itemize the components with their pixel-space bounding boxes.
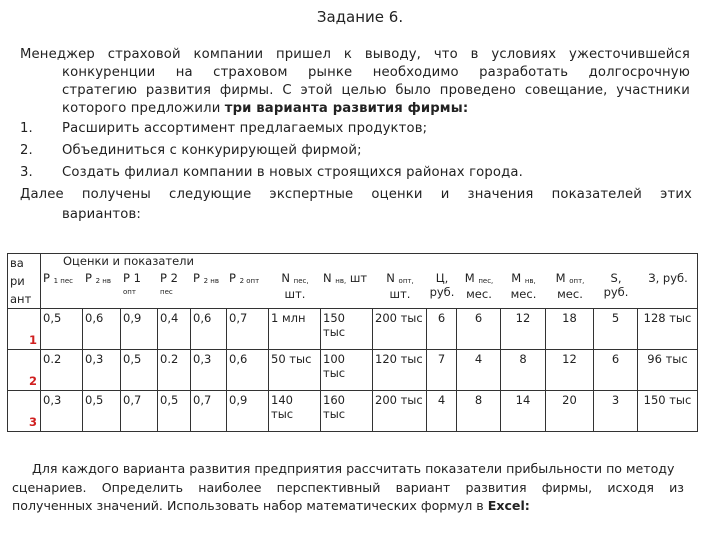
header-price: Ц, руб. [429,271,455,299]
indicators-header [41,254,698,309]
table-cell: 200 тыс [373,309,427,350]
excel-bold: Excel: [487,498,530,513]
header-n-pes: N $_{пес,}$ шт. [281,271,309,301]
intro-line-1: Менеджер страховой компании пришел к выводу, что в условиях ужесточившейся [20,47,690,62]
table-cell: 7 [427,350,457,391]
table-cell: 100 тыс [321,350,373,391]
header-p2-pes: P 2 пес [160,271,178,296]
group-header: Оценки и показатели [63,254,194,268]
variant-number: 1 [8,309,41,350]
table-cell: 0,5 [121,350,158,391]
table-cell: 200 тыс [373,391,427,432]
table-cell: 0,3 [41,391,83,432]
page-title: Задание 6. [316,8,404,26]
after-line-1: Далее получены следующие экспертные оценки и значения показателей этих [20,187,692,202]
intro-line-4: которого предложили три варианта развития фирмы: [62,101,469,116]
header-p2-nv: P $_{2 нв}$ [85,271,111,285]
header-p2-opt: P $_{2 опт}$ [229,271,260,285]
table-header-row [8,254,698,309]
table-cell: 0,9 [121,309,158,350]
table-cell: 0.2 [158,350,191,391]
table-cell: 4 [457,350,501,391]
intro-line-3: стратегию развития фирмы. С этой целью было проведено совещание, участники [62,83,690,98]
table-cell: 18 [546,309,594,350]
table-row [8,350,698,391]
table-cell: 50 тыс [269,350,321,391]
header-p2-nv-2: P $_{2 нв}$ [193,271,219,285]
table-cell: 120 тыс [373,350,427,391]
header-m-nv: М $_{нв,}$ мес. [510,271,537,301]
header-n-opt: N $_{опт,}$ шт. [386,271,414,301]
table-cell: 12 [546,350,594,391]
table-cell: 5 [594,309,638,350]
table-cell: 0,5 [41,309,83,350]
header-m-pes: М $_{пес,}$ мес. [464,271,494,301]
table-cell: 0,6 [83,309,121,350]
table-row [8,309,698,350]
table-cell: 0,7 [121,391,158,432]
header-z: З, руб. [648,271,688,285]
table-cell: 0.2 [41,350,83,391]
table-cell: 0,6 [191,309,227,350]
table-cell: 150 тыс [321,309,373,350]
option-2: 2. Объединиться с конкурирующей фирмой; [20,143,362,158]
option-3: 3. Создать филиал компании в новых строящихся районах города. [20,165,523,180]
variant-header: ва ри ант [8,254,41,309]
table-cell: 0,3 [83,350,121,391]
header-s: S, руб. [603,271,629,299]
table-cell: 0,5 [158,391,191,432]
table-cell: 96 тыс [638,350,698,391]
header-p1-pes: P $_{1 пес}$ [43,271,74,285]
table-cell: 6 [457,309,501,350]
table-cell: 128 тыс [638,309,698,350]
table-cell: 0,6 [227,350,269,391]
table-cell: 160 тыс [321,391,373,432]
footer-line-2: сценариев. Определить наиболее перспективный вариант развития фирмы, исходя из [12,479,684,495]
task-footer [12,460,684,516]
table-cell: 6 [594,350,638,391]
table-cell: 1 млн [269,309,321,350]
footer-line-1: Для каждого варианта развития предприятия рассчитать показатели прибыльности по методу [32,461,675,476]
table-cell: 6 [427,309,457,350]
header-cells [41,269,698,303]
header-p1-opt: P 1 опт [123,271,141,296]
table-cell: 0,5 [83,391,121,432]
table-cell: 140 тыс [269,391,321,432]
variants-bold: три варианта развития фирмы: [224,101,469,116]
table-cell: 150 тыс [638,391,698,432]
footer-line-3: полученных значений. Использовать набор математических формул в Excel: [12,498,530,513]
table-cell: 3 [594,391,638,432]
table-cell: 0,4 [158,309,191,350]
table-cell: 0,7 [227,309,269,350]
header-n-nv: N $_{нв,}$ шт [323,271,368,285]
table-cell: 0,7 [191,391,227,432]
table-cell: 14 [501,391,546,432]
option-1: 1. Расширить ассортимент предлагаемых продуктов; [20,121,428,136]
table-cell: 0,3 [191,350,227,391]
header-m-opt: М $_{опт,}$ мес. [555,271,585,301]
table-cell: 20 [546,391,594,432]
variant-number: 2 [8,350,41,391]
table-cell: 0,9 [227,391,269,432]
table-cell: 4 [427,391,457,432]
table-row [8,391,698,432]
estimates-table [7,253,698,432]
table-cell: 8 [457,391,501,432]
variant-number: 3 [8,391,41,432]
table-cell: 12 [501,309,546,350]
table-cell: 8 [501,350,546,391]
after-line-2: вариантов: [62,207,141,222]
intro-line-2: конкуренции на страховом рынке необходимо разработать долгосрочную [62,65,690,80]
